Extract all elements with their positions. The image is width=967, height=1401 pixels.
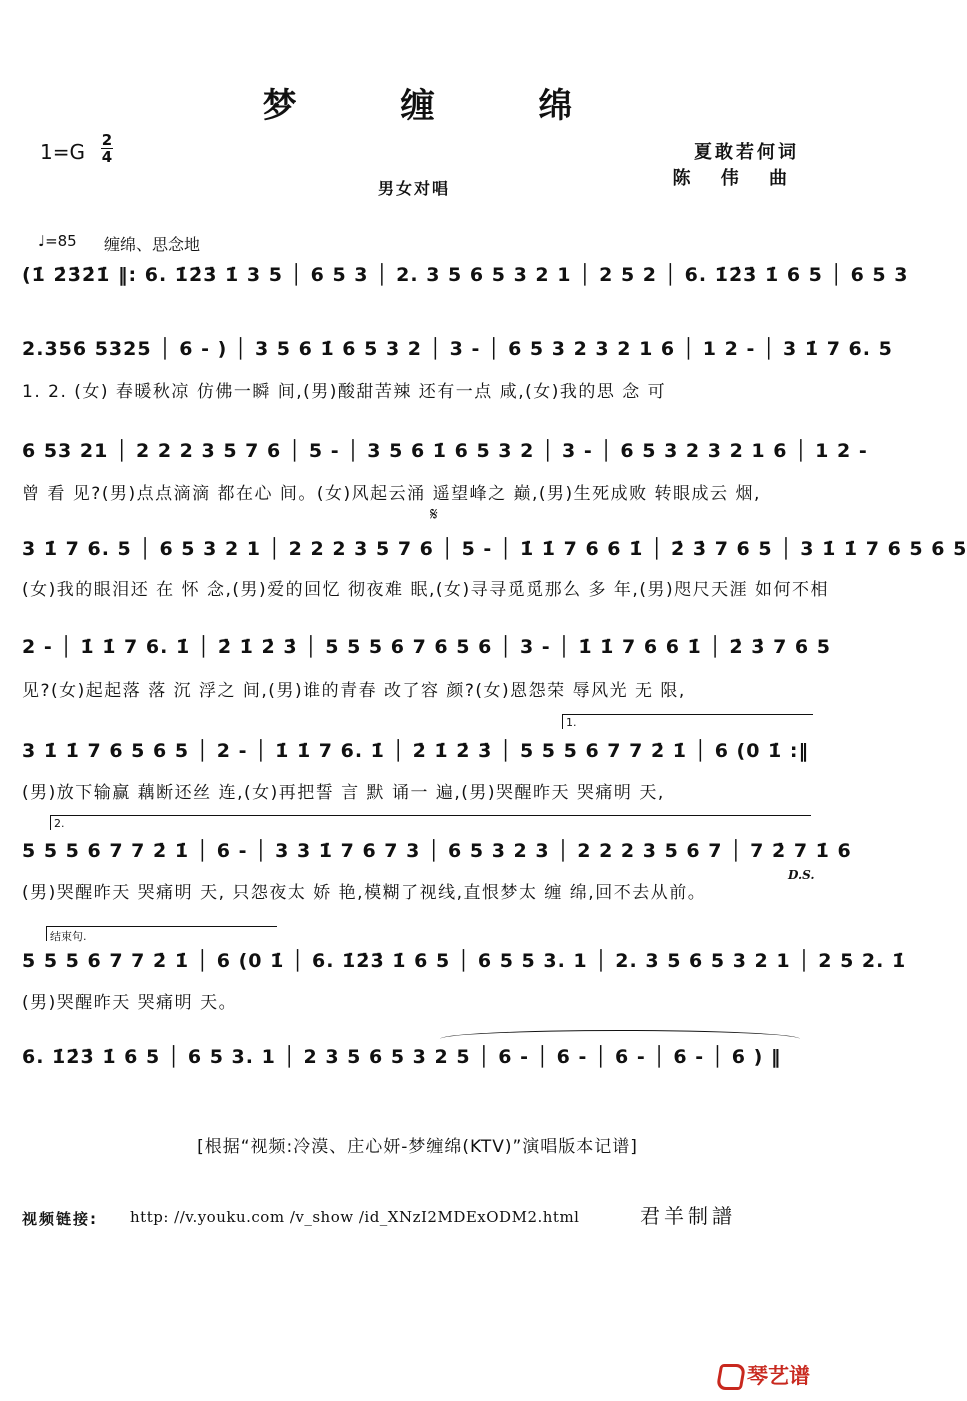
video-link-url[interactable]: http: //v.youku.com /v_show /id_XNzI2MDExODM2.html [130,1208,580,1226]
ds-mark: D.S. [788,868,815,882]
key-signature: 1=G [40,140,85,164]
tempo-mark: ♩=85 [38,232,77,250]
tie-slur [440,1030,800,1039]
notation-system-2: 2.356 5325 │ 6 - ) │ 3 5 6 1̇ 6 5 3 2 │ 3 - │ 6 5 3 2 3 2 1 6 │ 1 2 - │ 3 1̇ 7 6. 5 [22,338,893,360]
lyrics-line-5: 见?(女)起起落 落 沉 浮之 间,(男)谁的青春 改了容 颜?(女)恩怨荣 辱风光 无 限, [22,681,686,701]
second-ending-bracket [50,815,811,830]
lyrics-line-3: 曾 看 见?(男)点点滴滴 都在心 间。(女)风起云涌 遥望峰之 巅,(男)生死成败 转眼成云 烟, [22,484,761,504]
lyrics-line-4: (女)我的眼泪还 在 怀 念,(男)爱的回忆 彻夜难 眠,(女)寻寻觅觅那么 多 年,(男)咫尺天涯 如何不相 [22,580,829,600]
lyrics-line-2: 1. 2. (女) 春暖秋凉 仿佛一瞬 间,(男)酸甜苦辣 还有一点 咸,(女)我的思 念 可 [22,382,667,402]
lyrics-line-6: (男)放下输赢 藕断还丝 连,(女)再把誓 言 默 诵一 遍,(男)哭醒昨天 哭痛明 天, [22,783,665,803]
second-ending-label: 2. [54,817,65,830]
notation-system-8: 5 5 5 6 7 7 2̇ 1̇ │ 6 (0 1̇ │ 6. 1̇2̇3̇ 1̇ 6 5 │ 6 5 5 3. 1 │ 2. 3 5 6 5 3 2 1 │ 2 5 2. 1̇ [22,950,907,972]
final-ending-label: 结束句. [50,930,87,943]
notation-system-4: 3 1̇ 7 6. 5 │ 6 5 3 2 1 │ 2 2 2 3 5 7 6 │ 5 - │ 1̇ 1̇ 7 6 6 1̇ │ 2̇ 3̇ 7 6 5 │ 3 1̇ 1̇ 7 6 5 6 5 [22,538,967,560]
notation-system-5: 2 - │ 1̇ 1̇ 7 6. 1̇ │ 2̇ 1̇ 2̇ 3̇ │ 5 5 5 6 7 6 5 6 │ 3 - │ 1̇ 1̇ 7 6 6 1̇ │ 2̇ 3̇ 7 6 5 [22,636,831,658]
expression-mark: 缠绵、思念地 [104,235,201,254]
composer-credit: 陈 伟 曲 [672,168,799,189]
video-link-label: 视频链接: [22,1210,98,1228]
logo-icon [716,1364,747,1390]
first-ending-bracket [562,714,813,729]
scribe-signature: 君羊制譜 [640,1204,736,1228]
notation-system-7: 5 5 5 6 7 7 2̇ 1̇ │ 6 - │ 3 3 1̇ 7 6 7 3 │ 6 5 3 2 3 │ 2 2 2 3 5 6 7 │ 7 2̇ 7 1̇ 6 [22,840,852,862]
meter-top: 2 [101,131,113,149]
lyricist-credit: 夏敢若何词 [694,142,799,163]
notation-system-9: 6. 1̇2̇3̇ 1̇ 6 5 │ 6 5 3. 1 │ 2 3 5 6 5 3 2 5 │ 6 - │ 6 - │ 6 - │ 6 - │ 6 ) ‖ [22,1046,782,1068]
notation-system-1: (1̇ 2̇3̇2̇1̇ ‖: 6. 1̇2̇3̇ 1̇ 3 5 │ 6 5 3 │ 2. 3 5 6 5 3 2 1 │ 2 5 2 │ 6. 1̇2̇3̇ 1̇ 6 5 │ 6 5 3 [22,264,909,286]
lyrics-line-7: (男)哭醒昨天 哭痛明 天, 只怨夜太 娇 艳,模糊了视线,直恨梦太 缠 绵,回不去从前。 [22,883,707,903]
time-signature [100,133,114,164]
lyrics-line-8: (男)哭醒昨天 哭痛明 天。 [22,993,238,1013]
source-note: [根据“视频:冷漠、庄心妍-梦缠绵(KTV)”演唱版本记谱] [197,1137,638,1157]
site-logo[interactable] [718,1360,810,1390]
logo-text: 琴艺谱 [747,1364,810,1388]
first-ending-label: 1. [566,716,577,729]
meter-bottom: 4 [101,148,113,166]
notation-system-6: 3 1̇ 1̇ 7 6 5 6 5 │ 2 - │ 1̇ 1̇ 7 6. 1̇ │ 2̇ 1̇ 2̇ 3̇ │ 5 5 5 6 7 7 2̇ 1̇ │ 6 (0 1̇ :‖ [22,740,809,762]
performance-note: 男女对唱 [378,179,451,198]
page-title: 梦 缠 绵 [262,86,619,126]
notation-system-3: 6 53 21 │ 2 2 2 3 5 7 6 │ 5 - │ 3 5 6 1̇ 6 5 3 2 │ 3 - │ 6 5 3 2 3 2 1 6 │ 1 2 - [22,440,868,462]
segno-mark: 𝄋 [430,504,438,525]
